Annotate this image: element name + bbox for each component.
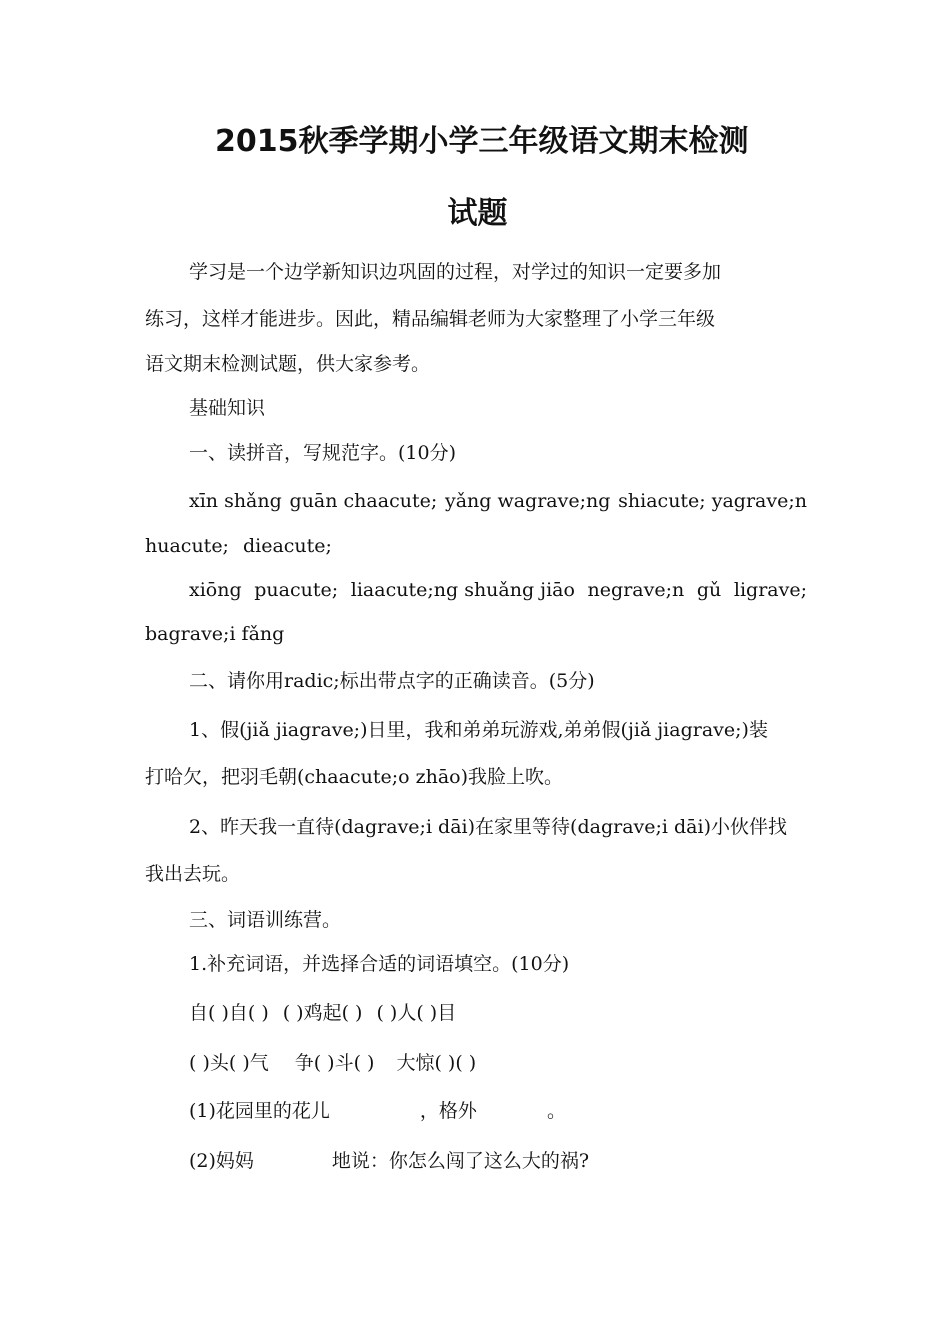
pinyin-row2 [189,576,807,604]
document-title-line1: 2015秋季学期小学三年级语文期末检测 [215,124,749,159]
fill-text: ，格外 [419,1100,477,1122]
word-blank-item: ( )鸡起( ) [282,1002,363,1024]
pinyin-item: gǔ [696,579,722,601]
question2-item2-line1 [189,813,807,841]
pinyin-row1-continued [145,532,807,560]
word-blank-item: 大惊( )( ) [396,1052,477,1074]
question2-item2-line2: 我出去玩。 [145,863,241,885]
word-blank-item: 争( )斗( ) [294,1052,375,1074]
pinyin-item: shiacute; yagrave;n [618,490,807,512]
intro-text: 学习是一个边学新知识边巩固的过程，对学过的知识一定要多加 [189,261,722,283]
pinyin-item: xiōng [189,579,242,601]
question2-item1-text: 1、假(jiǎ jiagrave;)日里，我和弟弟玩游戏,弟弟假(jiǎ jiagrave;)装 [189,719,768,741]
fill-text: (1)花园里的花儿 [189,1100,330,1122]
fill-sentence-2 [189,1147,807,1175]
document-title-line2: 试题 [447,196,508,231]
section-basic-heading: 基础知识 [189,397,266,419]
pinyin-item: puacute; [254,579,339,601]
question1-heading: 一、读拼音，写规范字。(10分) [189,442,457,464]
pinyin-item: negrave;n [587,579,685,601]
question2-item2-text: 2、昨天我一直待(dagrave;i dāi)在家里等待(dagrave;i dāi)小伙伴找 [189,816,787,838]
question2-heading: 二、请你用radic;标出带点字的正确读音。(5分) [189,670,595,692]
pinyin-item: ligrave; [733,579,807,601]
question2-item1-line1 [189,716,807,744]
fill-text: 地说：你怎么闯了这么大的祸? [331,1150,590,1172]
word-blank-item: ( )头( )气 [189,1052,269,1074]
word-blank-item: 自( )自( ) [189,1002,269,1024]
pinyin-item: liaacute;ng shuǎng jiāo [350,579,575,601]
word-fill-row2 [189,1049,807,1077]
pinyin-item: dieacute; [242,535,332,557]
fill-sentence-1 [189,1097,807,1125]
fill-text: (2)妈妈 [189,1150,254,1172]
pinyin-item: yǎng wagrave;ng [444,490,611,512]
fill-text: 。 [546,1100,566,1122]
word-fill-row1 [189,999,807,1027]
intro-paragraph-line2: 练习，这样才能进步。因此，精品编辑老师为大家整理了小学三年级 [145,308,716,330]
question2-item1-line2: 打哈欠，把羽毛朝(chaacute;o zhāo)我脸上吹。 [145,766,564,788]
pinyin-item: xīn shǎng [189,490,282,512]
word-blank-item: ( )人( )目 [376,1002,457,1024]
pinyin-item: huacute; [145,535,229,557]
pinyin-row1 [189,487,807,515]
pinyin-item: guān chaacute; [289,490,438,512]
pinyin-row2-continued: bagrave;i fǎng [145,623,285,645]
intro-paragraph-line3: 语文期末检测试题，供大家参考。 [145,353,431,375]
question3-sub1: 1.补充词语，并选择合适的词语填空。(10分) [189,953,570,975]
question3-heading: 三、词语训练营。 [189,909,342,931]
intro-paragraph-line1 [189,258,807,286]
